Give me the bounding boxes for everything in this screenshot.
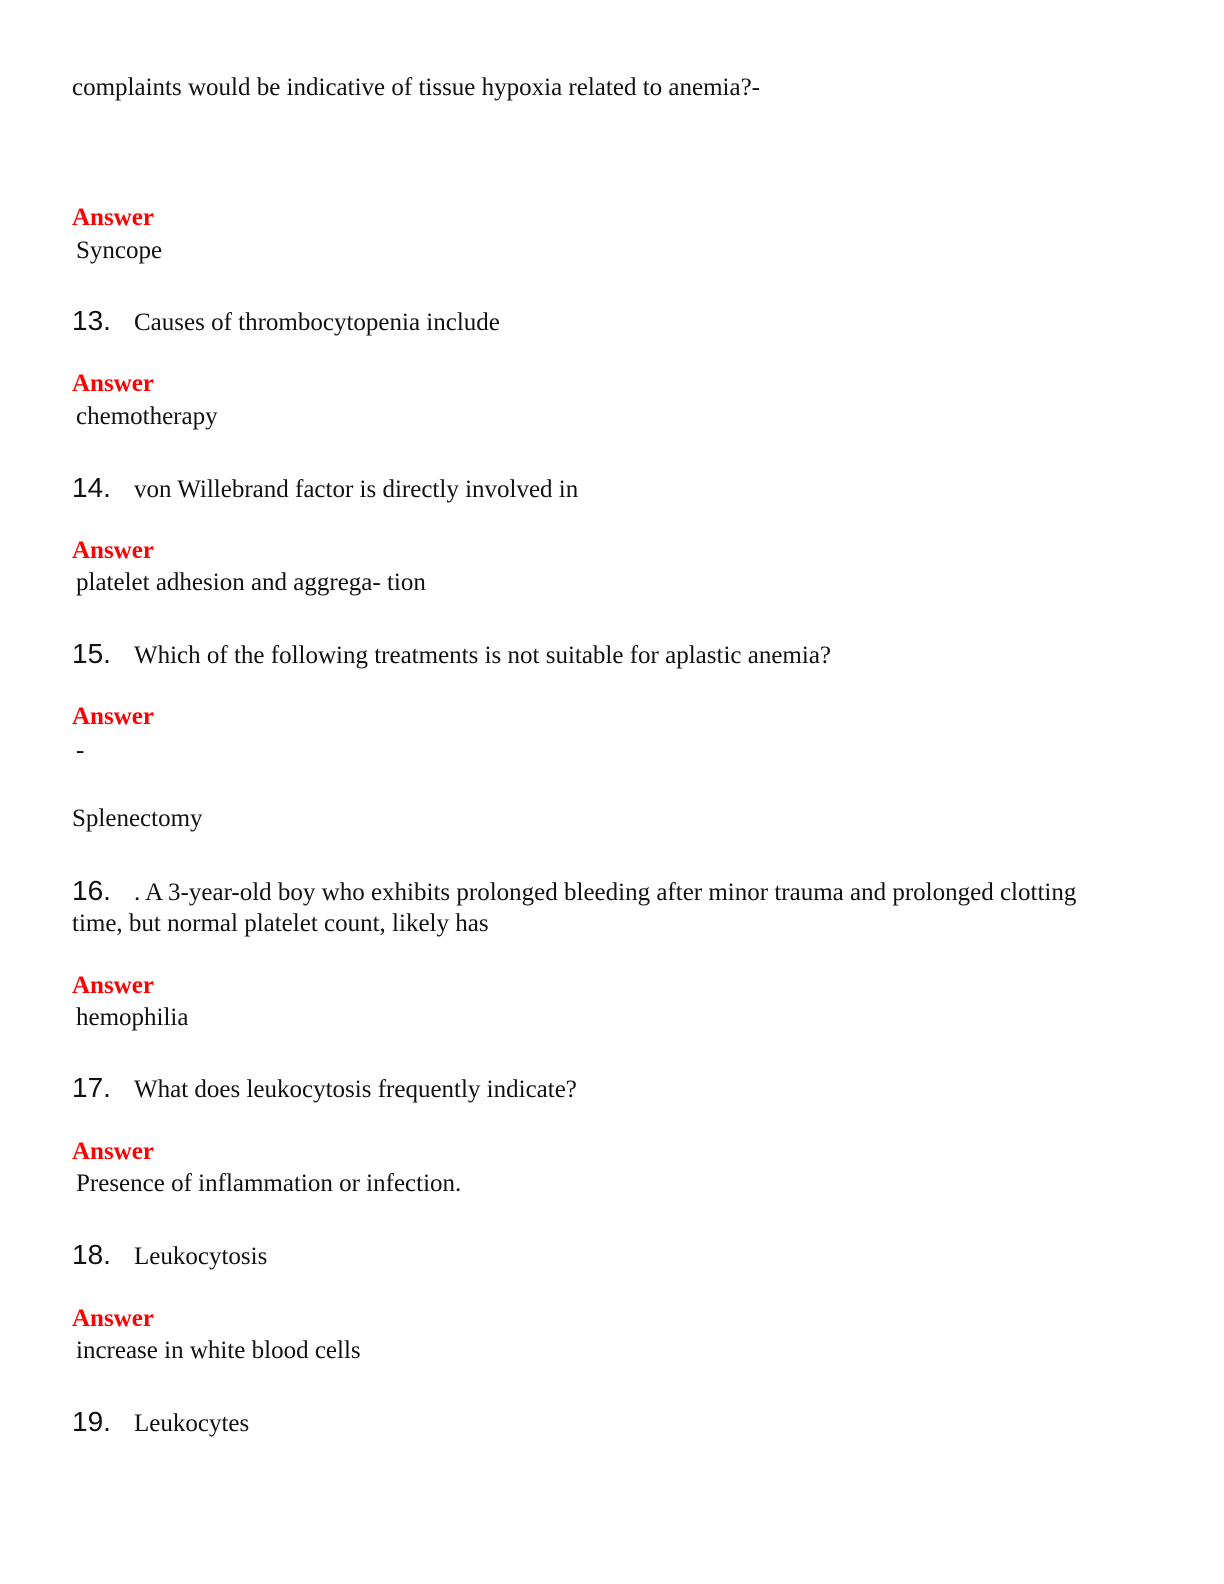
question-19 bbox=[72, 1407, 249, 1439]
answer-label: Answer bbox=[72, 370, 154, 397]
answer-text: hemophilia bbox=[76, 1004, 189, 1031]
question-text: Which of the following treatments is not suitable for aplastic anemia? bbox=[134, 642, 832, 669]
question-text: von Willebrand factor is directly involved in bbox=[134, 476, 579, 503]
answer-label: Answer bbox=[72, 703, 154, 730]
answer-text: increase in white blood cells bbox=[76, 1337, 361, 1364]
answer-label: Answer bbox=[72, 1138, 154, 1165]
question-number: 14. bbox=[72, 472, 111, 503]
question-number: 13. bbox=[72, 305, 111, 336]
answer-label: Answer bbox=[72, 1305, 154, 1332]
question-18 bbox=[72, 1240, 267, 1272]
question-number: 16. bbox=[72, 875, 111, 906]
question-continuation: complaints would be indicative of tissue hypoxia related to anemia?- bbox=[72, 74, 760, 101]
question-number: 17. bbox=[72, 1072, 111, 1103]
question-16 bbox=[72, 875, 1092, 939]
answer-label: Answer bbox=[72, 204, 154, 231]
answer-label: Answer bbox=[72, 537, 154, 564]
question-13 bbox=[72, 306, 500, 338]
question-text: . A 3-year-old boy who exhibits prolonged bleeding after minor trauma and prolonged clotting time, but normal platelet count, likely has bbox=[72, 879, 1077, 937]
answer-text: Splenectomy bbox=[72, 805, 203, 832]
answer-text: platelet adhesion and aggrega- tion bbox=[76, 569, 426, 596]
question-text: Causes of thrombocytopenia include bbox=[134, 309, 500, 336]
question-14 bbox=[72, 473, 578, 505]
question-15 bbox=[72, 639, 831, 671]
question-17 bbox=[72, 1073, 577, 1105]
question-text: Leukocytes bbox=[134, 1410, 250, 1437]
question-number: 15. bbox=[72, 638, 111, 669]
answer-text: Syncope bbox=[76, 237, 163, 264]
question-text: Leukocytosis bbox=[134, 1243, 268, 1270]
answer-dash: - bbox=[76, 737, 85, 764]
question-text: What does leukocytosis frequently indicate? bbox=[134, 1076, 577, 1103]
answer-text: chemotherapy bbox=[76, 403, 218, 430]
question-number: 19. bbox=[72, 1406, 111, 1437]
answer-label: Answer bbox=[72, 972, 154, 999]
question-number: 18. bbox=[72, 1239, 111, 1270]
answer-text: Presence of inflammation or infection. bbox=[76, 1170, 462, 1197]
